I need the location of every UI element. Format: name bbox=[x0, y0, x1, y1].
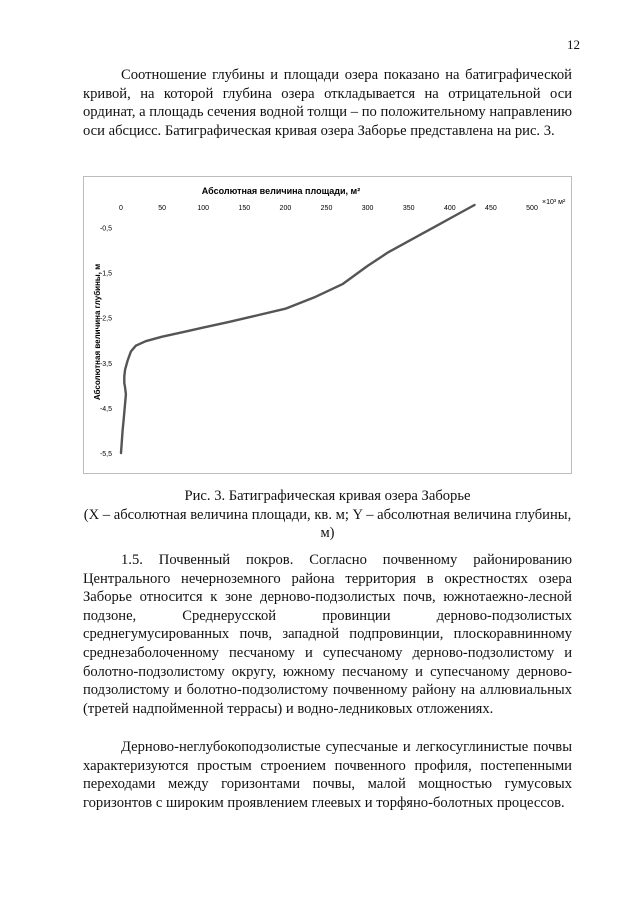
y-tick-label: -3,5 bbox=[99, 360, 112, 368]
soil-paragraph-2: Дерново-неглубокоподзолистые супесчаные и легкосуглинистые почвы характеризуются простым строением почвенного профиля, постепенными переходами между горизонтами почвы, малой мощностью гумусовых горизонтов с широким проявлением глеевых и торфяно-болотных процессов. bbox=[83, 739, 572, 811]
y-tick-label: -5,5 bbox=[99, 451, 112, 458]
caption-line-2: (X – абсолютная величина площади, кв. м; Y – абсолютная величина глубины, м) bbox=[83, 506, 572, 542]
x-tick-label: 500 bbox=[526, 205, 538, 212]
x-tick-label: 350 bbox=[402, 205, 415, 212]
x-tick-label: 150 bbox=[238, 205, 251, 212]
y-tick-label: -0,5 bbox=[99, 225, 112, 233]
page-number: 12 bbox=[567, 37, 580, 52]
x-tick-label: 450 bbox=[485, 205, 497, 212]
caption-line-1: Рис. 3. Батиграфическая кривая озера Заборье bbox=[184, 488, 471, 504]
figure-caption bbox=[83, 487, 572, 543]
chart-svg bbox=[84, 177, 571, 473]
y-tick-label: -2,5 bbox=[99, 315, 112, 323]
x-tick-label: 400 bbox=[443, 205, 456, 212]
x-tick-label: 100 bbox=[197, 205, 210, 212]
bathygraphic-curve-line bbox=[121, 205, 475, 453]
x-unit-label: ×10³ м² bbox=[542, 199, 566, 206]
y-axis-label: Абсолютная величина глубины, м bbox=[93, 263, 102, 401]
x-tick-label: 300 bbox=[361, 205, 374, 212]
x-tick-label: 0 bbox=[119, 205, 123, 212]
y-tick-label: -4,5 bbox=[99, 405, 112, 413]
y-tick-label: -1,5 bbox=[99, 270, 112, 278]
x-tick-label: 250 bbox=[320, 205, 333, 212]
x-axis bbox=[119, 205, 538, 212]
intro-paragraph: Соотношение глубины и площади озера показано на батиграфической кривой, на которой глубина озера откладывается на отрицательной оси ординат, а площадь сечения водной толщи – по положительному направлению оси абсцисс. Батиграфическая кривая озера Заборье представлена на рис. 3. bbox=[83, 67, 572, 139]
x-tick-label: 50 bbox=[158, 205, 166, 212]
bathygraphic-chart bbox=[83, 176, 572, 474]
soil-paragraph: 1.5. Почвенный покров. Согласно почвенному районированию Центрального нечерноземного района территория в окрестностях озера Заборье относится к зоне дерново-подзолистых почв, южнотаежно-лесной подзоне, Среднерусской провинции дерново-подзолистых среднегумусированных почв, западной подпровинции, плоскоравнинному среднезаболоченному песчаному и супесчаному дерново-подзолистому и болотно-подзолистому округу, южному песчаному и супесчаному дерново-подзолистому и болотно-подзолистому почвенному району на аллювиальных (третей надпойменной террасы) и водно-ледниковых отложениях. bbox=[83, 552, 572, 717]
chart-title: Абсолютная величина площади, м² bbox=[201, 186, 361, 196]
x-tick-label: 200 bbox=[279, 205, 292, 212]
